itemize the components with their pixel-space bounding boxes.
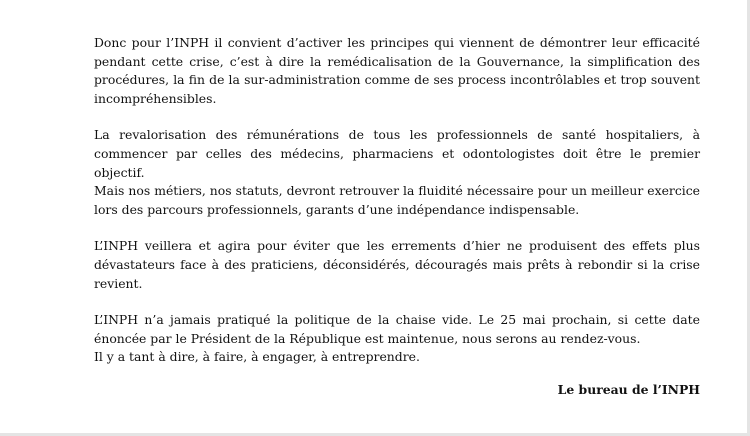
paragraph-spacer [94,219,700,237]
paragraph-remuneration: La revalorisation des rémunérations de tous les professionnels de santé hospitaliers, à commencer par celles des médecins, pharmaciens et odontologistes doit être le premier objectif. [94,127,700,180]
paragraph-closing: Il y a tant à dire, à faire, à engager, à entreprendre. [94,349,420,365]
signature: Le bureau de l’INPH [557,382,700,397]
document-body [94,34,700,367]
paragraph-spacer [94,293,700,311]
paragraph-governance: Donc pour l’INPH il convient d’activer les principes qui viennent de démontrer leur efficacité pendant cette crise, c’est à dire la remédicalisation de la Gouvernance, la simplification des procédures, la fin de la sur-administration comme de ses process incontrôlables et trop souvent incompréhensibles. [94,35,700,106]
paragraph-empty-chair: L’INPH n’a jamais pratiqué la politique de la chaise vide. Le 25 mai prochain, si cette date énoncée par le Président de la République est maintenue, nous serons au rendez-vous. [94,312,700,346]
paragraph-vigilance: L’INPH veillera et agira pour éviter que les errements d’hier ne produisent des effets plus dévastateurs face à des praticiens, déconsidérés, découragés mais prêts à rebondir si la crise revient. [94,238,700,291]
paragraph-spacer [94,108,700,126]
paragraph-professions: Mais nos métiers, nos statuts, devront retrouver la fluidité nécessaire pour un meilleur exercice lors des parcours professionnels, garants d’une indépendance indispensable. [94,183,700,217]
